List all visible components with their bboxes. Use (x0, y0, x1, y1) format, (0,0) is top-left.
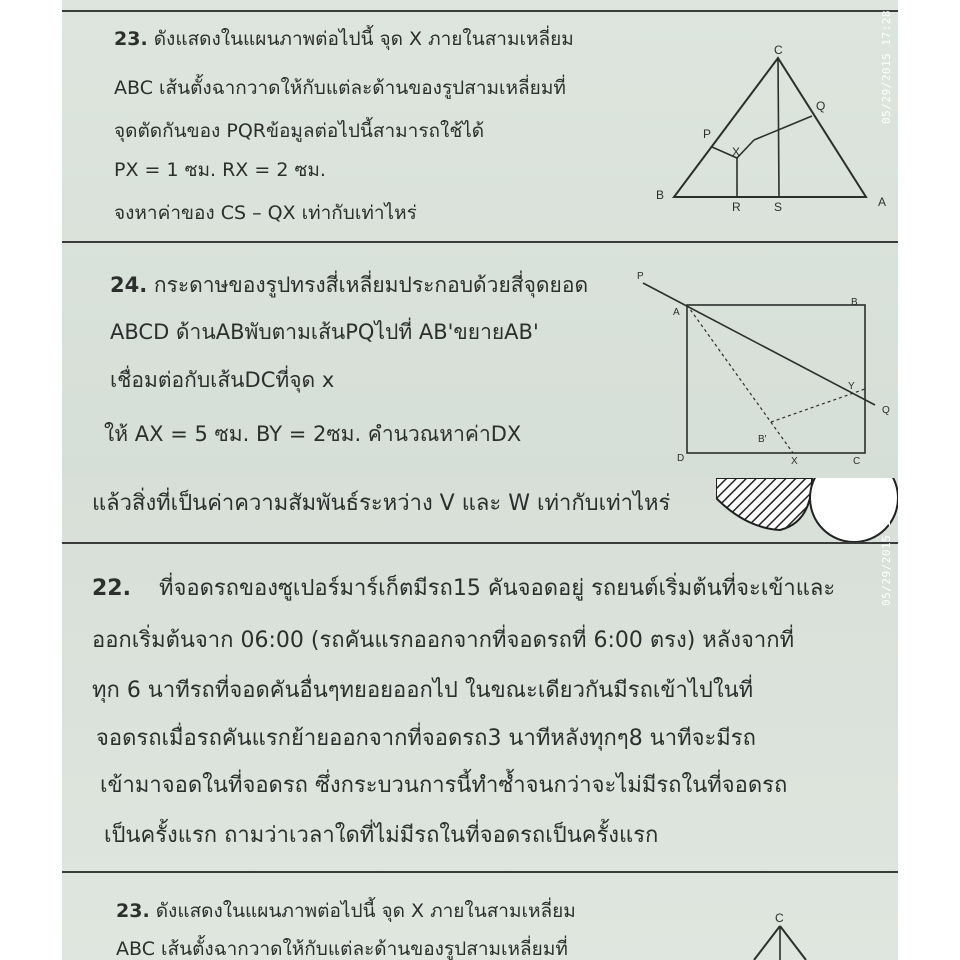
q22-line-1 (92, 578, 835, 600)
label-c: C (774, 43, 783, 57)
altitude-cs (778, 58, 779, 197)
hatched-shape-diagram (716, 478, 898, 542)
q23-line-2: ABC เส้นตั้งฉากวาดให้กับแต่ละด้านของรูปสามเหลี่ยมที่ (114, 77, 566, 99)
hatched-region (716, 478, 812, 530)
q23-line-3: จุดตัดกันของ PQRข้อมูลต่อไปนี้สามารถใช้ได้ (114, 120, 485, 142)
top-divider (62, 10, 898, 12)
label-b-prime: B' (758, 434, 767, 445)
q23-repeat-line-2: ABC เส้นตั้งฉากวาดให้กับแต่ละด้านของรูปสามเหลี่ยมที่ (116, 938, 568, 960)
label-c: C (775, 911, 784, 925)
q23-line-4: PX = 1 ซม. RX = 2 ซม. (114, 159, 326, 181)
label-b: B (656, 188, 665, 202)
q24-number: 24. (110, 273, 148, 297)
q22-line-5: เข้ามาจอดในที่จอดรถ ซึ่งกระบวนการนี้ทำซ้ำจนกว่าจะไม่มีรถในที่จอดรถ (100, 773, 788, 798)
label-x: X (791, 456, 798, 467)
apex-right-side (780, 926, 806, 960)
label-c: C (853, 456, 861, 467)
q24-line-2: ABCD ด้านABพับตามเส้นPQไปที่ AB'ขยายAB' (110, 320, 539, 344)
q24-line-4: ให้ AX = 5 ซม. BY = 2ซม. คำนวณหาค่าDX (104, 422, 522, 446)
q23-line-1 (114, 30, 574, 49)
square-abcd (687, 305, 865, 453)
q23-line-5: จงหาค่าของ CS – QX เท่ากับเท่าไหร่ (114, 202, 417, 224)
label-y: Y (848, 381, 855, 392)
q23-line-1-text: ดังแสดงในแผนภาพต่อไปนี้ จุด X ภายในสามเหลี่ยม (153, 28, 574, 50)
q23-number: 23. (114, 28, 148, 50)
q24-line-3: เชื่อมต่อกับเส้นDCที่จุด x (110, 368, 335, 392)
label-q: Q (816, 99, 826, 113)
label-q: Q (882, 405, 890, 416)
dashed-ax (687, 305, 793, 453)
label-a: A (673, 307, 680, 318)
timestamp-top: 05/29/2015 17:28 (880, 10, 893, 124)
perp-xq-b (754, 116, 812, 140)
label-r: R (732, 200, 741, 214)
bottom-photo-panel (62, 478, 898, 960)
q22-line-6: เป็นครั้งแรก ถามว่าเวลาใดที่ไม่มีรถในที่จอดรถเป็นครั้งแรก (104, 823, 659, 848)
q23-q24-divider (62, 241, 898, 243)
q22-number: 22. (92, 576, 131, 601)
label-b: B (851, 297, 858, 308)
q24-line-1-text: กระดาษของรูปทรงสี่เหลี่ยมประกอบด้วยสี่จุดยอด (153, 273, 589, 297)
label-a: A (878, 195, 887, 209)
dashed-by (771, 389, 865, 422)
q23-triangle-diagram (640, 40, 900, 220)
q24-line-1 (110, 275, 588, 296)
fragment-line: แล้วสิ่งที่เป็นค่าความสัมพันธ์ระหว่าง V และ W เท่ากับเท่าไหร่ (92, 491, 671, 516)
q23-repeat-line-1 (116, 902, 576, 921)
label-p: P (703, 127, 712, 141)
q22-line-2: ออกเริ่มต้นจาก 06:00 (รถคันแรกออกจากที่จอดรถที่ 6:00 ตรง) หลังจากที่ (92, 628, 795, 653)
label-s: S (774, 200, 783, 214)
q22-line-3: ทุก 6 นาทีรถที่จอดคันอื่นๆทยอยออกไป ในขณะเดียวกันมีรถเข้าไปในที่ (92, 678, 754, 703)
fragment-q22-divider (62, 542, 898, 544)
label-x: X (732, 145, 741, 159)
q23-repeat-line-1-text: ดังแสดงในแผนภาพต่อไปนี้ จุด X ภายในสามเหลี่ยม (155, 900, 576, 922)
q22-line-4: จอดรถเมื่อรถคันแรกย้ายออกจากที่จอดรถ3 นาทีหลังทุกๆ8 นาทีจะมีรถ (96, 726, 756, 751)
fold-line-pq (643, 283, 875, 405)
label-d: D (677, 453, 685, 464)
q23-repeat-triangle-apex (740, 908, 820, 960)
q24-folded-square-diagram (625, 265, 898, 475)
q23-repeat-number: 23. (116, 900, 150, 922)
timestamp-bottom: 05/29/2015 17:28 (880, 492, 893, 606)
apex-left-side (754, 926, 780, 960)
q22-q23-divider (62, 871, 898, 873)
label-p: P (637, 271, 644, 282)
q22-line-1-text: ที่จอดรถของซูเปอร์มาร์เก็ตมีรถ15 คันจอดอยู่ รถยนต์เริ่มต้นที่จะเข้าและ (158, 576, 836, 601)
